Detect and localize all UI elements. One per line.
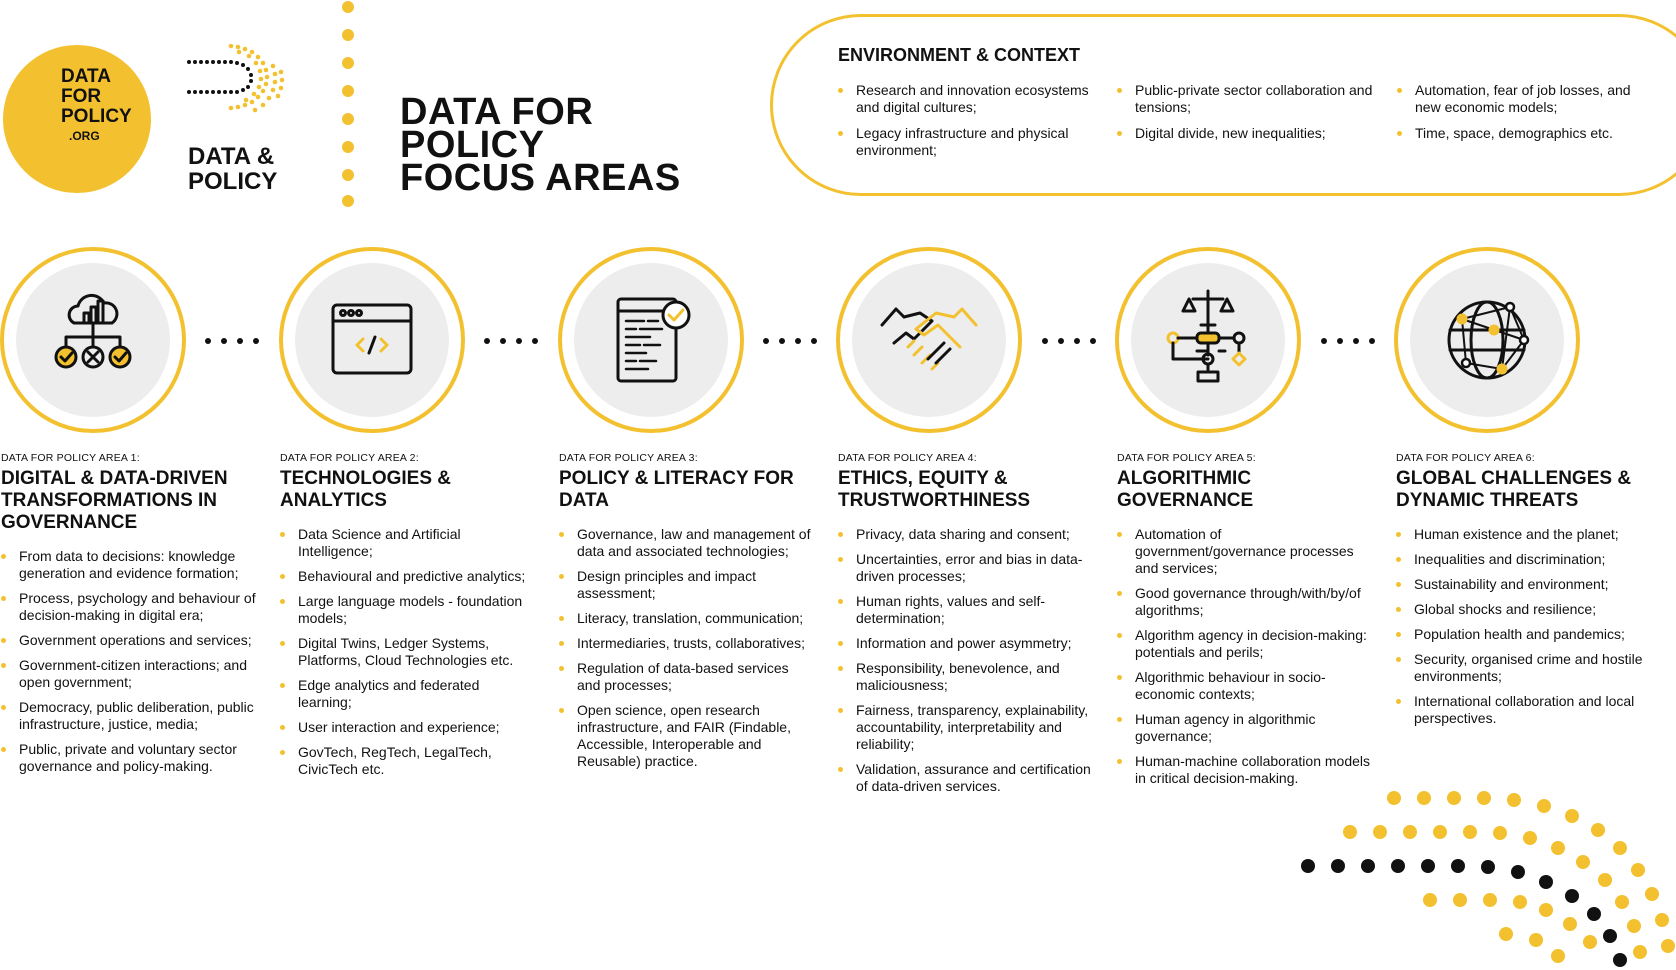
- list-item: User interaction and experience;: [280, 719, 535, 736]
- area-list: [559, 526, 814, 770]
- connector-dots: [1320, 336, 1378, 346]
- area-title: ETHICS, EQUITY & TRUSTWORTHINESS: [838, 468, 1031, 511]
- icon-bg: [295, 263, 449, 417]
- list-item: Research and innovation ecosystems and digital cultures;: [838, 82, 1098, 116]
- list-item: Human rights, values and self-determination;: [838, 593, 1093, 627]
- area-kicker: DATA FOR POLICY AREA 5:: [1117, 452, 1256, 464]
- list-item: Population health and pandemics;: [1396, 626, 1651, 643]
- focus-area-2: [280, 452, 535, 786]
- environment-column: [838, 82, 1098, 168]
- list-item: Behavioural and predictive analytics;: [280, 568, 535, 585]
- focus-area-3: [559, 452, 814, 778]
- area-5-icon-circle: [1115, 247, 1301, 433]
- list-item: Automation, fear of job losses, and new economic models;: [1397, 82, 1657, 116]
- list-item: Government operations and services;: [1, 632, 256, 649]
- list-item: Validation, assurance and certification of data-driven services.: [838, 761, 1093, 795]
- focus-area-6: [1396, 452, 1651, 735]
- list-item: International collaboration and local perspectives.: [1396, 693, 1651, 727]
- area-4-icon-circle: [836, 247, 1022, 433]
- list-item: Government-citizen interactions; and open government;: [1, 657, 256, 691]
- list-item: Automation of government/governance processes and services;: [1117, 526, 1372, 577]
- list-item: GovTech, RegTech, LegalTech, CivicTech etc.: [280, 744, 535, 778]
- list-item: From data to decisions: knowledge generation and evidence formation;: [1, 548, 256, 582]
- area-list: [1396, 526, 1651, 727]
- list-item: Democracy, public deliberation, public infrastructure, justice, media;: [1, 699, 256, 733]
- icon-bg: [852, 263, 1006, 417]
- dfp-logo-org: .ORG: [69, 129, 100, 143]
- dp-logo-line: DATA &: [188, 143, 275, 170]
- list-item: Digital divide, new inequalities;: [1117, 125, 1377, 142]
- list-item: Security, organised crime and hostile environments;: [1396, 651, 1651, 685]
- icon-bg: [574, 263, 728, 417]
- environment-list: [1117, 82, 1377, 142]
- area-title: GLOBAL CHALLENGES & DYNAMIC THREATS: [1396, 468, 1632, 511]
- area-6-icon-circle: [1394, 247, 1580, 433]
- focus-area-4: [838, 452, 1093, 803]
- dfp-logo-text: [61, 67, 161, 127]
- area-kicker: DATA FOR POLICY AREA 6:: [1396, 452, 1535, 464]
- globe-network-icon: [1432, 285, 1542, 395]
- list-item: Sustainability and environment;: [1396, 576, 1651, 593]
- list-item: Open science, open research infrastructure, and FAIR (Findable, Accessible, Interoperable and Reusable) practice.: [559, 702, 814, 770]
- icon-bg: [16, 263, 170, 417]
- page-title-line: FOCUS AREAS: [400, 157, 681, 199]
- list-item: Time, space, demographics etc.: [1397, 125, 1657, 142]
- area-kicker: DATA FOR POLICY AREA 2:: [280, 452, 419, 464]
- list-item: Data Science and Artificial Intelligence;: [280, 526, 535, 560]
- area-title: POLICY & LITERACY FOR DATA: [559, 468, 794, 511]
- data-and-policy-logo-mark: [183, 44, 293, 134]
- connector-dots: [483, 336, 541, 346]
- dfp-logo-line: FOR: [61, 86, 102, 107]
- list-item: Intermediaries, trusts, collaboratives;: [559, 635, 814, 652]
- list-item: Human existence and the planet;: [1396, 526, 1651, 543]
- list-item: Fairness, transparency, explainability, accountability, interpretability and reliability;: [838, 702, 1093, 753]
- environment-list: [1397, 82, 1657, 142]
- decorative-dot-arc: [1300, 780, 1676, 970]
- area-kicker: DATA FOR POLICY AREA 4:: [838, 452, 977, 464]
- data-and-policy-logo-text: [188, 144, 277, 194]
- dfp-logo-line: POLICY: [61, 106, 132, 127]
- environment-column: [1117, 82, 1377, 151]
- area-list: [280, 526, 535, 778]
- area-kicker: DATA FOR POLICY AREA 3:: [559, 452, 698, 464]
- data-for-policy-logo: [3, 45, 151, 193]
- connector-dots: [204, 336, 262, 346]
- area-kicker: DATA FOR POLICY AREA 1:: [1, 452, 140, 464]
- handshake-icon: [874, 285, 984, 395]
- vertical-divider-dots: [341, 0, 355, 210]
- list-item: Information and power asymmetry;: [838, 635, 1093, 652]
- environment-column: [1397, 82, 1657, 151]
- list-item: Process, psychology and behaviour of decision-making in digital era;: [1, 590, 256, 624]
- list-item: Algorithmic behaviour in socio-economic contexts;: [1117, 669, 1372, 703]
- area-title: TECHNOLOGIES & ANALYTICS: [280, 468, 452, 511]
- area-list: [1117, 526, 1372, 787]
- area-1-icon-circle: [0, 247, 186, 433]
- list-item: Design principles and impact assessment;: [559, 568, 814, 602]
- list-item: Global shocks and resilience;: [1396, 601, 1651, 618]
- list-item: Human agency in algorithmic governance;: [1117, 711, 1372, 745]
- focus-area-5: [1117, 452, 1372, 795]
- list-item: Inequalities and discrimination;: [1396, 551, 1651, 568]
- list-item: Regulation of data-based services and processes;: [559, 660, 814, 694]
- focus-area-1: [1, 452, 256, 783]
- dfp-logo-line: DATA: [61, 66, 111, 87]
- list-item: Public, private and voluntary sector governance and policy-making.: [1, 741, 256, 775]
- code-window-icon: [317, 285, 427, 395]
- list-item: Large language models - foundation models;: [280, 593, 535, 627]
- area-title: ALGORITHMIC GOVERNANCE: [1117, 468, 1254, 511]
- environment-title: ENVIRONMENT & CONTEXT: [838, 45, 1081, 65]
- document-check-icon: [596, 285, 706, 395]
- list-item: Literacy, translation, communication;: [559, 610, 814, 627]
- environment-list: [838, 82, 1098, 159]
- area-list: [838, 526, 1093, 795]
- list-item: Governance, law and management of data and associated technologies;: [559, 526, 814, 560]
- connector-dots: [762, 336, 820, 346]
- page-title-line: DATA FOR: [400, 91, 594, 133]
- data-tree-icon: [38, 285, 148, 395]
- scales-flowchart-icon: [1153, 285, 1263, 395]
- list-item: Responsibility, benevolence, and maliciousness;: [838, 660, 1093, 694]
- list-item: Uncertainties, error and bias in data-driven processes;: [838, 551, 1093, 585]
- list-item: Legacy infrastructure and physical environment;: [838, 125, 1098, 159]
- area-list: [1, 548, 256, 775]
- icon-bg: [1131, 263, 1285, 417]
- list-item: Digital Twins, Ledger Systems, Platforms, Cloud Technologies etc.: [280, 635, 535, 669]
- page-title-line: POLICY: [400, 124, 545, 166]
- page-title: [400, 91, 681, 199]
- list-item: Edge analytics and federated learning;: [280, 677, 535, 711]
- list-item: Privacy, data sharing and consent;: [838, 526, 1093, 543]
- list-item: Human-machine collaboration models in critical decision-making.: [1117, 753, 1372, 787]
- area-2-icon-circle: [279, 247, 465, 433]
- list-item: Algorithm agency in decision-making: potentials and perils;: [1117, 627, 1372, 661]
- icon-bg: [1410, 263, 1564, 417]
- list-item: Good governance through/with/by/of algorithms;: [1117, 585, 1372, 619]
- area-title: DIGITAL & DATA-DRIVEN TRANSFORMATIONS IN GOVERNANCE: [1, 468, 228, 533]
- dp-logo-line: POLICY: [188, 168, 278, 195]
- list-item: Public-private sector collaboration and tensions;: [1117, 82, 1377, 116]
- connector-dots: [1041, 336, 1099, 346]
- area-3-icon-circle: [558, 247, 744, 433]
